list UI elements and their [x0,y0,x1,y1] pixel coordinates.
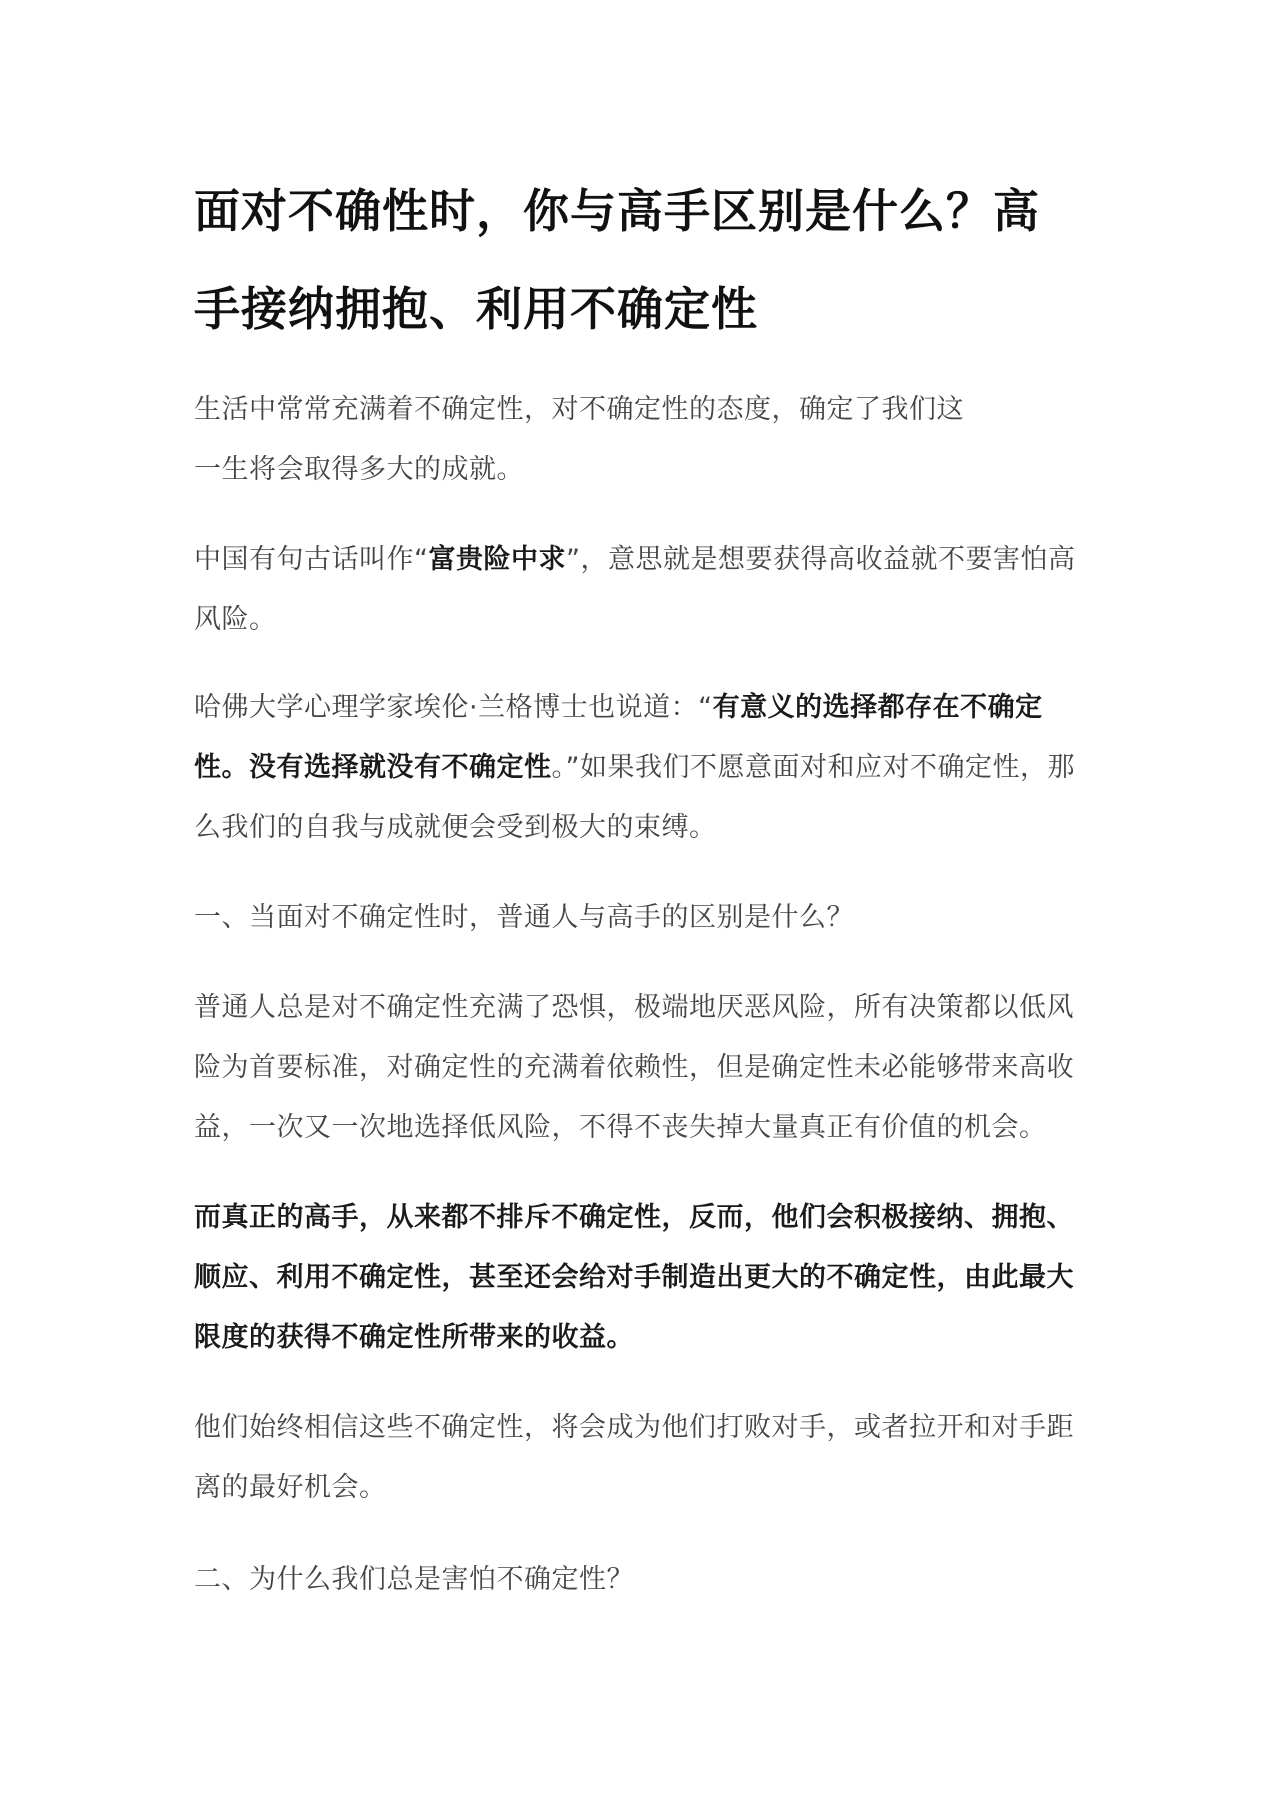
paragraph-quote [194,678,1084,858]
paragraph-belief: 他们始终相信这些不确定性，将会成为他们打败对手，或者拉开和对手距离的最好机会。 [194,1412,1074,1503]
paragraph-proverb [194,530,1084,650]
paragraph-intro [194,380,1084,500]
proverb-lead-text: 中国有句古话叫作“ [194,544,429,575]
paragraph-ordinary-people: 普通人总是对不确定性充满了恐惧，极端地厌恶风险，所有决策都以低风险为首要标准，对确定性的充满着依赖性，但是确定性未必能够带来高收益，一次又一次地选择低风险，不得不丧失掉大量真正有价值的机会。 [194,992,1074,1143]
proverb-tail-text: ”，意思就是想要获得高收益就不要害怕高风险。 [194,544,1076,635]
article [194,162,1084,1610]
paragraph-masters-bold: 而真正的高手，从来都不排斥不确定性，反而，他们会积极接纳、拥抱、顺应、利用不确定性，甚至还会给对手制造出更大的不确定性，由此最大限度的获得不确定性所带来的收益。 [194,1202,1074,1353]
proverb-bold-text: 富贵险中求 [428,544,566,575]
section-heading-1: 一、当面对不确定性时，普通人与高手的区别是什么？ [194,902,854,933]
quote-bold-text: 有意义的选择都存在不确定性。没有选择就没有不确定性 [194,692,1043,783]
paragraph-intro-line-1: 生活中常常充满着不确定性，对不确定性的态度，确定了我们这 [194,394,964,425]
section-heading-2: 二、为什么我们总是害怕不确定性？ [194,1564,634,1595]
article-title: 面对不确性时，你与高手区别是什么？高手接纳拥抱、利用不确定性 [194,184,1040,336]
quote-tail-text: 。”如果我们不愿意面对和应对不确定性，那么我们的自我与成就便会受到极大的束缚。 [194,752,1075,843]
quote-lead-text: 哈佛大学心理学家埃伦·兰格博士也说道：“ [194,692,713,723]
paragraph-intro-line-2: 一生将会取得多大的成就。 [194,454,524,485]
